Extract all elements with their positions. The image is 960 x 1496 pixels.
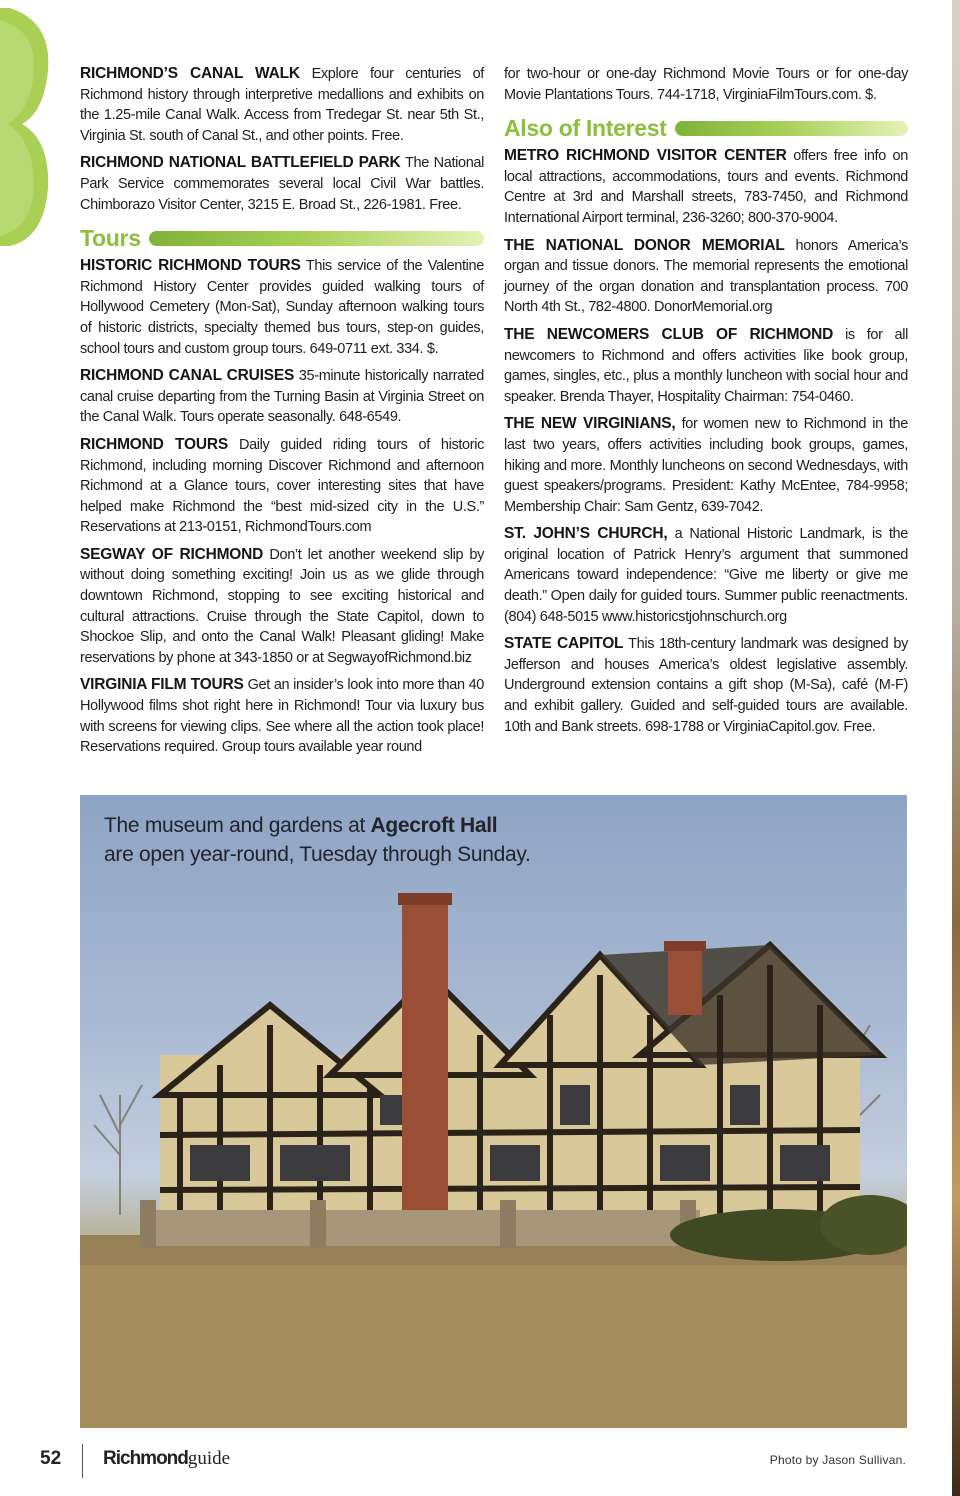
caption-bold-place: Agecroft Hall [370,814,498,837]
section-heading-label: Tours [80,224,141,251]
section-heading-bar [149,231,484,246]
caption-text: The museum and gardens at [104,814,371,837]
listing-name: RICHMOND TOURS [80,435,228,453]
listing-name: RICHMOND CANAL CRUISES [80,367,295,385]
section-heading-bar [675,121,908,136]
listing-entry [504,634,908,737]
listing-entry [80,64,484,146]
section-heading-also-of-interest [504,112,908,144]
listing-name: STATE CAPITOL [504,635,624,653]
listing-name: HISTORIC RICHMOND TOURS [80,257,301,275]
tudor-house-illustration [80,795,907,1428]
decorative-scallop-shape [0,0,56,250]
listing-entry [504,325,908,407]
listing-body: honors America’s organ and tissue donors. The memorial represents the emotional journey of the organ donation and transplantation process. 700 North 4th St., 782-4800. DonorMemorial.org [504,237,908,316]
listing-body: Daily guided riding tours of historic Richmond, including morning Discover Richmond and afternoon Richmond at a Glance tours, cover interesting sites that have helped make Richmond the “best mid-sized city in the U.S.” Reservations at 213-0151, RichmondTours.com [80,436,484,536]
listing-entry [80,675,484,757]
photo-caption [104,811,531,869]
listing-name: RICHMOND NATIONAL BATTLEFIELD PARK [80,154,401,172]
listing-entry [80,256,484,359]
listing-body: for women new to Richmond in the last two years, offers activities including book groups, games, hiking and more. Monthly luncheons on second Wednesdays, with guest speakers/programs. President: Kathy McEntee, 784-9958; Membership Chair: Sam Gentz, 639-7042. [504,416,908,515]
listing-entry [80,366,484,428]
section-heading-label: Also of Interest [504,114,667,141]
listing-body: 35-minute historically narrated canal cruise departing from the Turning Basin at Virginia Street on the Canal Walk. Tours operate seasonally. 648-6549. [80,368,484,426]
right-column [504,64,908,744]
section-heading-tours [80,222,484,254]
listing-entry [80,153,484,215]
listing-entry [504,414,908,517]
listing-name: THE NEWCOMERS CLUB OF RICHMOND [504,325,834,343]
listing-body: offers free info on local attractions, accommodations, tours and events. Richmond Centre at 3rd and Marshall streets, 783-7450, and Richmond International Airport terminal, 236-3260; 800-370-9004. [504,148,908,226]
photo-credit: Photo by Jason Sullivan. [769,1453,906,1467]
publication-logo [103,1448,230,1470]
listing-entry [504,146,908,228]
listing-name: THE NEW VIRGINIANS, [504,415,676,433]
listing-name: THE NATIONAL DONOR MEMORIAL [504,236,785,254]
page-number: 52 [40,1448,62,1469]
listing-body: Get an insider’s look into more than 40 Hollywood films shot right here in Richmond! Tour via luxury bus with screens for viewing clips. See where all the action took place! Reservations required. Group tours available year round [80,677,484,756]
listing-body: Don’t let another weekend slip by without doing something exciting! Join us as we glide through downtown Richmond, stopping to see exciting historical and cultural attractions. Cruise through the State Capitol, down to Shockoe Slip, and onto the Canal Walk! Pleasant gliding! Make reservations by phone at 343-1850 or at SegwayofRichmond.biz [80,546,484,666]
listing-body: This service of the Valentine Richmond History Center provides guided walking tours of Hollywood Cemetery (Mon-Sat), Sunday afternoon walking tours of historic districts, specialty themed bus tours, step-on guides, school tours and custom group tours. 649-0711 ext. 334. $. [80,258,484,357]
listing-body: Explore four centuries of Richmond history through interpretive medallions and exhibits on the 1.25-mile Canal Walk. Access from Tredegar St. near 5th St., Virginia St. south of Canal St., and other points. Free. [80,66,484,144]
listing-entry [80,545,484,669]
listing-name: ST. JOHN’S CHURCH, [504,525,668,543]
listing-name: RICHMOND’S CANAL WALK [80,65,300,82]
footer-divider [82,1444,83,1478]
listing-entry [504,236,908,318]
caption-text-line2: are open year-round, Tuesday through Sunday. [104,843,531,866]
listing-body: is for all newcomers to Richmond and offers activities like book group, games, singles, etc., plus a monthly luncheon with social hour and speaker. Brenda Thayer, Hospitality Chairman: 754-0460. [504,326,908,405]
listing-body: The National Park Service commemorates several local Civil War battles. Chimborazo Visitor Center, 3215 E. Broad St., 226-1981. Free. [80,155,485,213]
left-column [80,64,484,765]
logo-light: guide [187,1448,231,1469]
listing-name: SEGWAY OF RICHMOND [80,545,264,563]
listing-entry [504,524,908,627]
agecroft-hall-photo [80,795,907,1428]
continued-text: for two-hour or one-day Richmond Movie Tours or for one-day Movie Plantations Tours. 744-1718, VirginiaFilmTours.com. $. [504,66,908,103]
listing-name: VIRGINIA FILM TOURS [80,676,244,694]
listing-entry [80,435,484,538]
listing-name: METRO RICHMOND VISITOR CENTER [504,147,787,165]
right-edge-photo-strip [952,0,960,1496]
listing-body: a National Historic Landmark, is the original location of Patrick Henry’s argument that summoned Americans toward independence: “Give me liberty or give me death.” Open daily for guided tours. Summer public reenactments. (804) 648-5015 www.historicstjohnschurch.org [504,526,908,625]
logo-bold: Richmond [103,1448,188,1469]
listing-body: This 18th-century landmark was designed by Jefferson and houses America’s oldest legislative assembly. Underground extension contains a gift shop (M-Sa), café (M-F) and exhibit gallery. Guided and self-guided tours are available. 10th and Bank streets. 698-1788 or VirginiaCapitol.gov. Free. [504,636,908,735]
